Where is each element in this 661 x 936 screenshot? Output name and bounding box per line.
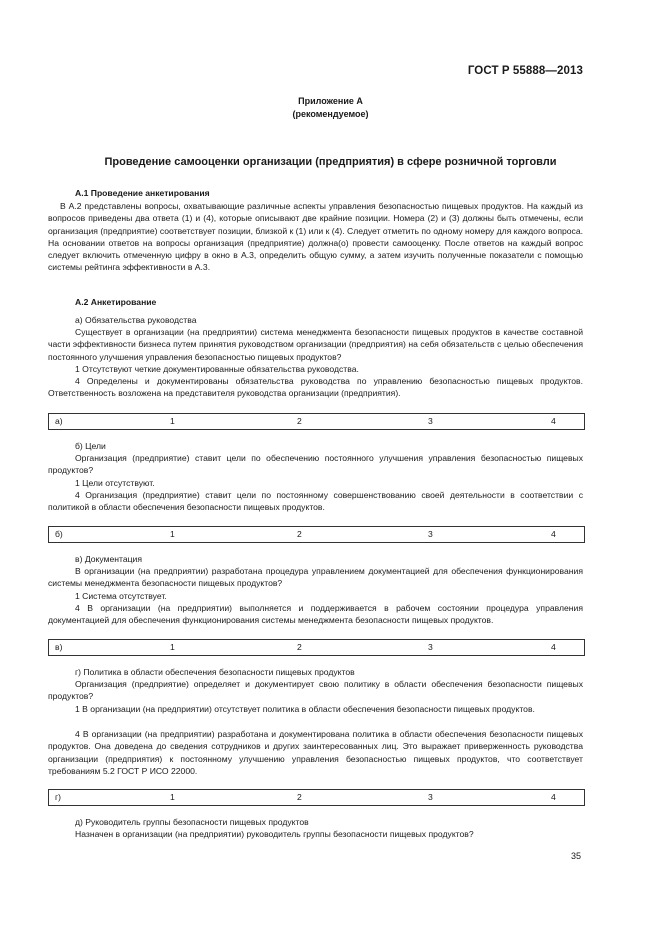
rating-label: г) <box>55 792 61 802</box>
annex-subtitle: (рекомендуемое) <box>292 109 369 119</box>
item-a-question: Существует в организации (на предприятии) система менеджмента безопасности пищевых продуктов в качестве составной части эффективности бизнеса путем принятия руководством организации (предприятия) на себя обязательств с целью обеспечения постоянного улучшения управления безопасностью пищевых продуктов? <box>48 327 583 362</box>
item-g-title: г) Политика в области обеспечения безопасности пищевых продуктов <box>75 667 355 677</box>
item-b-title: б) Цели <box>75 441 106 451</box>
rating-option-3[interactable]: 3 <box>428 642 433 652</box>
section-a1-heading: А.1 Проведение анкетирования <box>75 188 210 198</box>
rating-label: б) <box>55 529 63 539</box>
rating-option-1[interactable]: 1 <box>170 642 175 652</box>
section-a2-heading: А.2 Анкетирование <box>75 297 157 307</box>
annex-title: Приложение А <box>298 96 363 106</box>
item-a-title: а) Обязательства руководства <box>75 315 197 325</box>
item-a-answer-4: 4 Определены и документированы обязательства руководства по управлению безопасностью пищевых продуктов. Ответственность возложена на представителя руководства организации (предприятия). <box>48 376 583 399</box>
item-b-question: Организация (предприятие) ставит цели по обеспечению постоянного улучшения управления безопасностью пищевых продуктов? <box>48 453 583 476</box>
rating-row-v <box>48 639 585 656</box>
standard-number: ГОСТ Р 55888—2013 <box>467 65 583 77</box>
item-a-answer-1: 1 Отсутствуют четкие документированные обязательства руководства. <box>75 364 359 374</box>
rating-option-2[interactable]: 2 <box>297 416 302 426</box>
rating-row-b <box>48 526 585 543</box>
item-d-question: Назначен в организации (на предприятии) руководитель группы безопасности пищевых продуктов? <box>75 829 474 839</box>
item-d-title: д) Руководитель группы безопасности пищевых продуктов <box>75 817 309 827</box>
rating-option-2[interactable]: 2 <box>297 792 302 802</box>
rating-option-2[interactable]: 2 <box>297 642 302 652</box>
rating-label: а) <box>55 416 63 426</box>
item-v-answer-4: 4 В организации (на предприятии) выполняется и поддерживается в рабочем состоянии процедура управления документацией для обеспечения функционирования системы менеджмента безопасности пищевых продуктов. <box>48 603 583 626</box>
rating-option-3[interactable]: 3 <box>428 416 433 426</box>
rating-option-4[interactable]: 4 <box>551 416 556 426</box>
item-v-question: В организации (на предприятии) разработана процедура управлением документацией для обеспечения функционирования системы менеджмента безопасности пищевых продуктов? <box>48 566 583 589</box>
rating-option-1[interactable]: 1 <box>170 792 175 802</box>
rating-option-3[interactable]: 3 <box>428 529 433 539</box>
rating-option-4[interactable]: 4 <box>551 642 556 652</box>
item-g-answer-1: 1 В организации (на предприятии) отсутствует политика в области обеспечения безопасности пищевых продуктов. <box>75 704 535 714</box>
section-a1-text: В А.2 представлены вопросы, охватывающие различные аспекты управления безопасностью пищевых продуктов. На каждый из вопросов приведены два ответа (1) и (4), которые описывают две крайние позиции. Номера (2) и (3) должны быть отмечены, если организация (предприятие) соответствует позиции, близкой к (1) или к (4). Следует отметить по одному номеру для каждого вопроса. На основании ответов на вопросы организация (предприятие) должна(о) провести самооценку. После ответов на каждый вопрос следует включить отмеченную цифру в окно в А.3, определить общую сумму, а затем изучить полученные показатели с помощью системы рейтинга эффективности в А.3. <box>48 201 583 273</box>
item-b-answer-1: 1 Цели отсутствуют. <box>75 478 155 488</box>
rating-option-2[interactable]: 2 <box>297 529 302 539</box>
item-b-answer-4: 4 Организация (предприятие) ставит цели по постоянному совершенствованию своей деятельности в соответствии с политикой в области обеспечения безопасности пищевых продуктов. <box>48 490 583 513</box>
rating-row-g <box>48 789 585 806</box>
rating-label: в) <box>55 642 63 652</box>
item-g-answer-4: 4 В организации (на предприятии) разработана и документирована политика в области обеспечения безопасности пищевых продуктов. Она доведена до сведения сотрудников и других заинтересованных лиц. Это выражает приверженность руководства организации (предприятия) к постоянному улучшению управления безопасностью пищевых продуктов, что соответствует требованиям 5.2 ГОСТ Р ИСО 22000. <box>48 729 583 776</box>
rating-option-4[interactable]: 4 <box>551 792 556 802</box>
item-v-title: в) Документация <box>75 554 142 564</box>
rating-option-1[interactable]: 1 <box>170 529 175 539</box>
page-number: 35 <box>570 851 581 861</box>
item-v-answer-1: 1 Система отсутствует. <box>75 591 167 601</box>
rating-option-4[interactable]: 4 <box>551 529 556 539</box>
rating-row-a <box>48 413 585 430</box>
rating-option-3[interactable]: 3 <box>428 792 433 802</box>
document-title: Проведение самооценки организации (предприятия) в сфере розничной торговли <box>104 156 557 168</box>
item-g-question: Организация (предприятие) определяет и документирует свою политику в области обеспечения безопасности пищевых продуктов? <box>48 679 583 702</box>
rating-option-1[interactable]: 1 <box>170 416 175 426</box>
